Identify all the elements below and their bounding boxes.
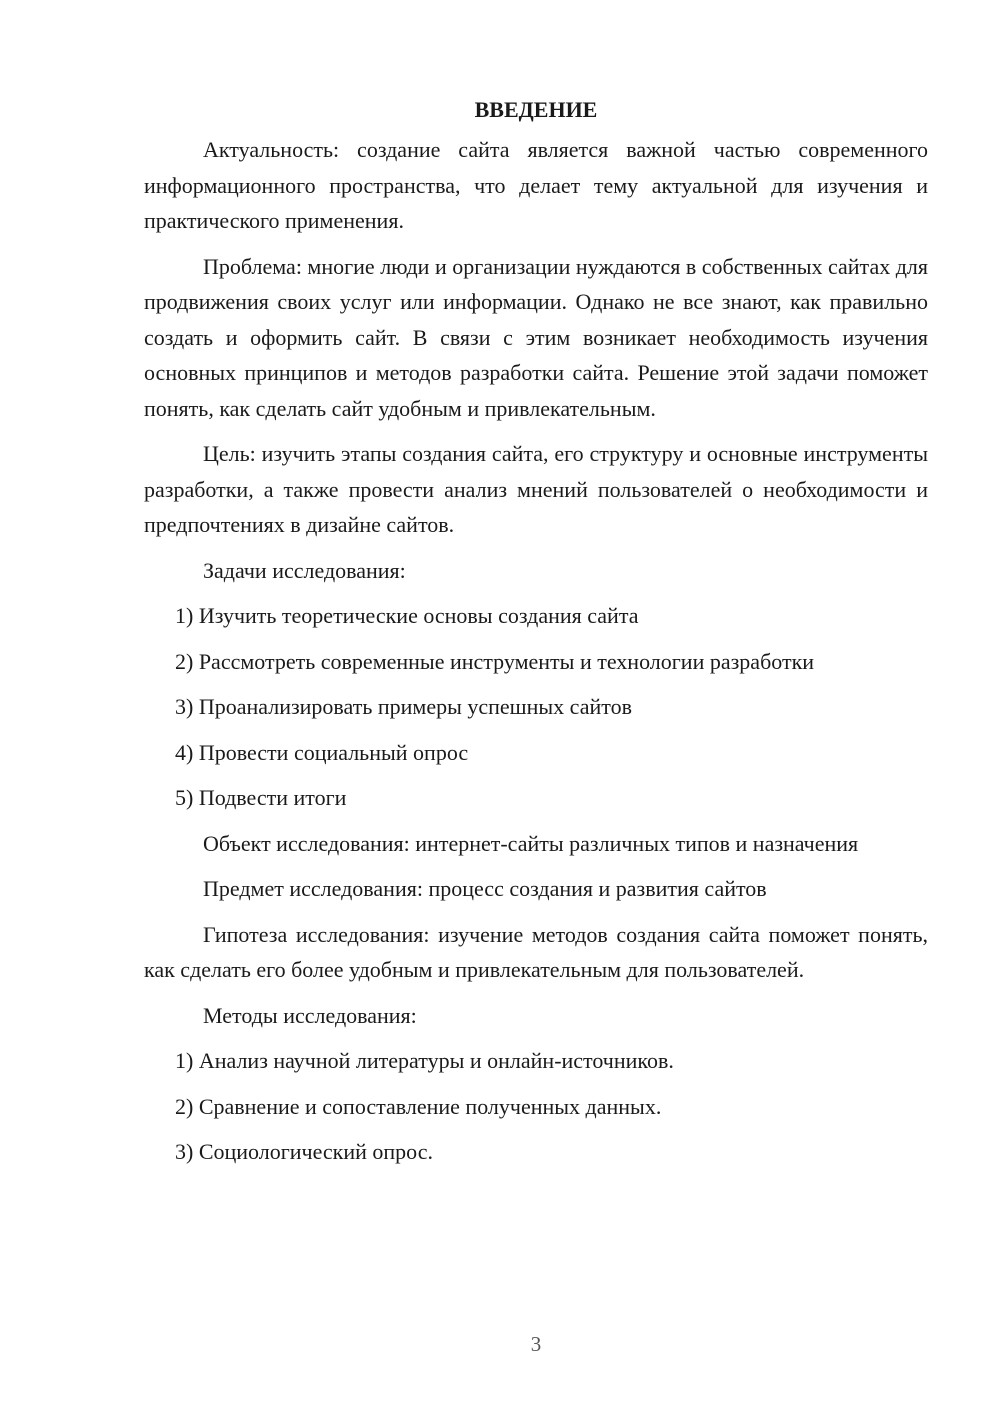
methods-heading: Методы исследования:	[203, 1002, 417, 1028]
list-item: 3) Проанализировать примеры успешных сайтов	[175, 694, 632, 719]
tasks-heading: Задачи исследования:	[203, 557, 406, 583]
list-item: 5) Подвести итоги	[175, 785, 347, 810]
subject-paragraph: Предмет исследования: процесс создания и развития сайтов	[203, 876, 767, 901]
list-item: 1) Изучить теоретические основы создания сайта	[175, 603, 639, 628]
goal-paragraph: Цель: изучить этапы создания сайта, его структуру и основные инструменты разработки, а также провести анализ мнений пользователей о необходимости и предпочтениях в дизайне сайтов.	[144, 441, 928, 537]
document-page	[144, 92, 928, 1180]
hypothesis-paragraph: Гипотеза исследования: изучение методов создания сайта поможет понять, как сделать его более удобным и привлекательным для пользователей.	[144, 921, 928, 982]
list-item: 2) Рассмотреть современные инструменты и технологии разработки	[175, 648, 815, 674]
relevance-paragraph: Актуальность: создание сайта является важной частью современного информационного пространства, что делает тему актуальной для изучения и практического применения.	[144, 137, 928, 233]
list-item: 4) Провести социальный опрос	[175, 739, 469, 765]
problem-paragraph: Проблема: многие люди и организации нуждаются в собственных сайтах для продвижения своих услуг или информации. Однако не все знают, как правильно создать и оформить сайт. В связи с этим возникает необходимость изучения основных принципов и методов разработки сайта. Решение этой задачи поможет понять, как сделать сайт удобным и привлекательным.	[144, 253, 928, 421]
list-item: 3) Социологический опрос.	[175, 1139, 433, 1164]
page-title: ВВЕДЕНИЕ	[474, 97, 598, 122]
page-number: 3	[530, 1332, 542, 1356]
methods-list	[144, 1043, 928, 1170]
object-paragraph: Объект исследования: интернет-сайты различных типов и назначения	[203, 830, 859, 856]
tasks-list	[144, 598, 928, 816]
list-item: 1) Анализ научной литературы и онлайн-источников.	[175, 1048, 674, 1073]
list-item: 2) Сравнение и сопоставление полученных данных.	[175, 1093, 662, 1119]
